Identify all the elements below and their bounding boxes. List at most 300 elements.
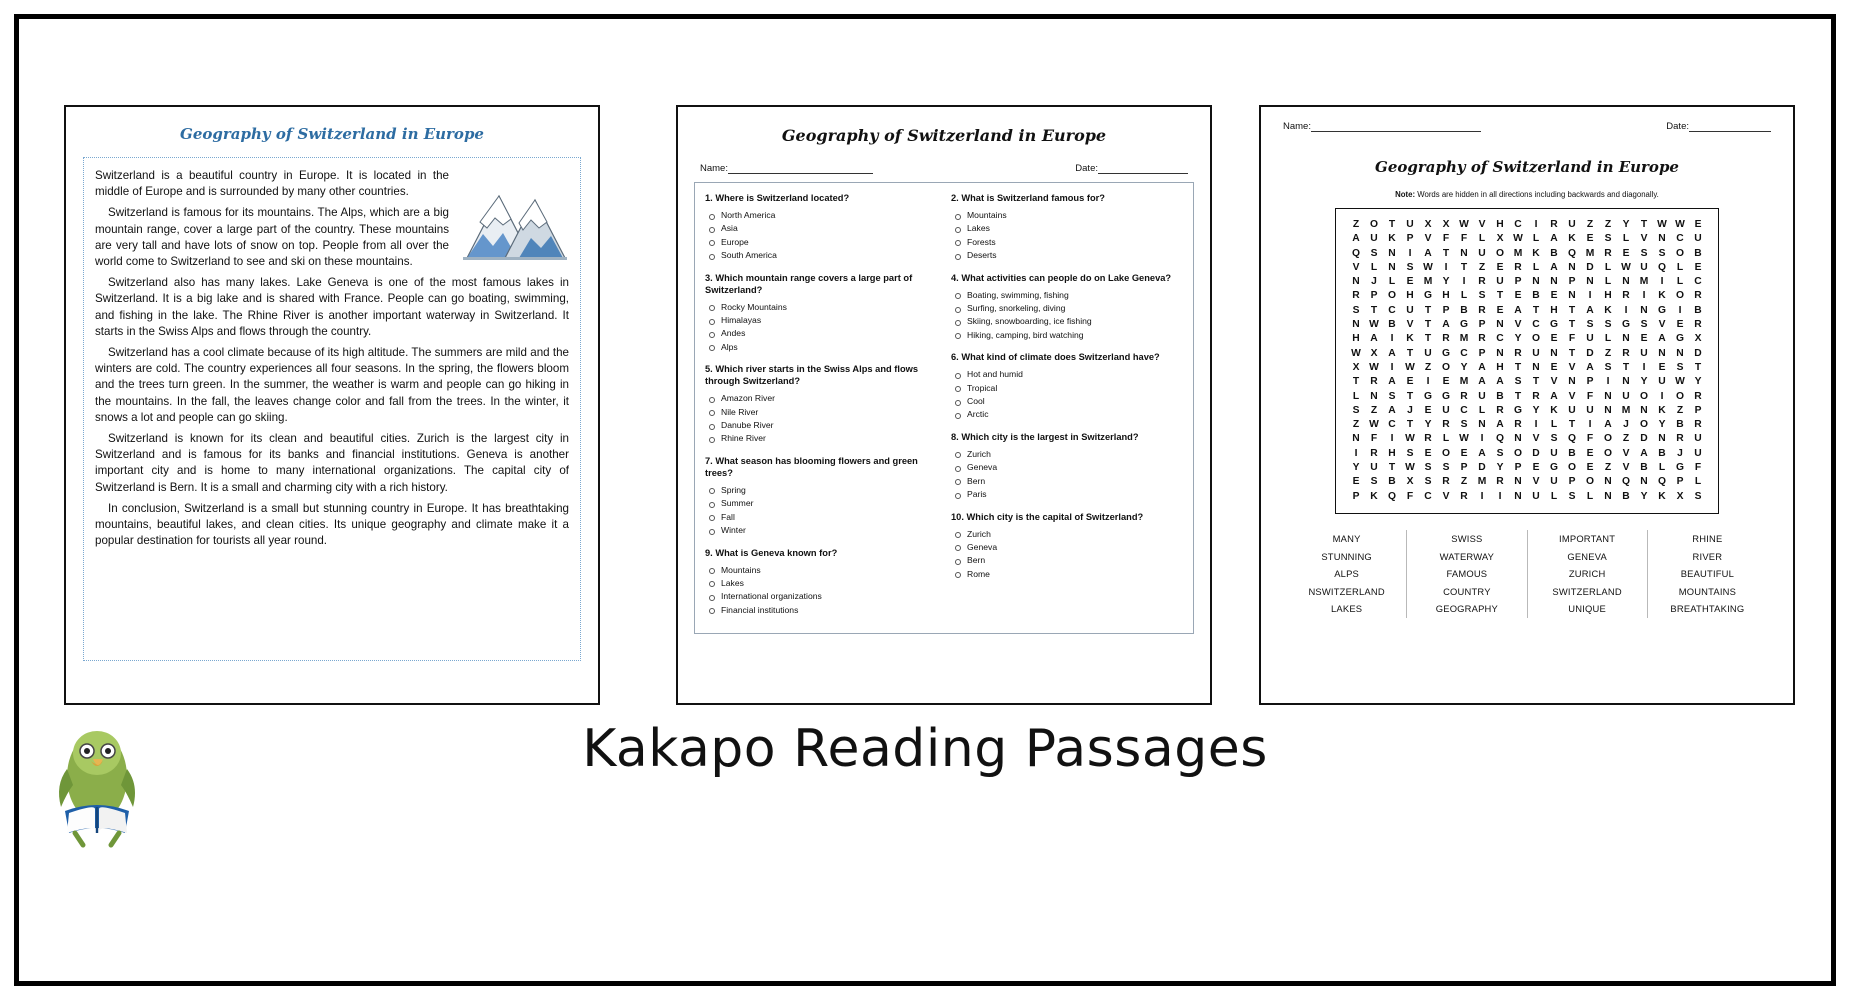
grid-letter: E	[1532, 462, 1540, 474]
grid-letter: S	[1586, 319, 1594, 331]
grid-letter: P	[1514, 462, 1522, 474]
grid-letter: N	[1496, 347, 1504, 359]
word-bank-word: RIVER	[1692, 550, 1723, 562]
grid-letter: R	[1496, 404, 1504, 416]
answer-option[interactable]: Zurich	[951, 528, 1183, 541]
grid-row	[1342, 275, 1712, 289]
grid-letter: U	[1406, 219, 1414, 230]
grid-letter: L	[1370, 261, 1378, 273]
answer-option[interactable]: Himalayas	[705, 314, 937, 327]
grid-letter: T	[1406, 390, 1414, 402]
question-item	[951, 192, 1183, 263]
grid-letter: O	[1441, 361, 1450, 373]
grid-letter: D	[1478, 462, 1486, 474]
grid-letter: N	[1388, 247, 1396, 259]
grid-letter: R	[1424, 433, 1432, 445]
grid-letter: E	[1442, 376, 1450, 388]
grid-letter: O	[1585, 476, 1594, 488]
grid-letter: V	[1478, 219, 1486, 230]
answer-option[interactable]: Asia	[705, 222, 937, 235]
grid-row	[1342, 347, 1712, 361]
answer-option[interactable]: Arctic	[951, 408, 1183, 421]
grid-letter: I	[1390, 433, 1394, 445]
grid-letter: G	[1459, 319, 1468, 331]
grid-letter: R	[1532, 390, 1540, 402]
grid-letter: N	[1514, 433, 1522, 445]
grid-row	[1342, 261, 1712, 275]
grid-letter: N	[1622, 376, 1630, 388]
questions-column-right	[951, 192, 1183, 621]
grid-letter: T	[1388, 219, 1396, 230]
grid-letter: W	[1369, 419, 1379, 431]
grid-letter: Q	[1567, 433, 1576, 445]
grid-letter: E	[1496, 304, 1504, 316]
grid-letter: V	[1532, 433, 1540, 445]
answer-option[interactable]: Nile River	[705, 406, 937, 419]
answer-option[interactable]: International organizations	[705, 590, 937, 603]
answer-option[interactable]: Bern	[951, 554, 1183, 567]
question-item	[705, 272, 937, 355]
grid-letter: Q	[1387, 490, 1396, 502]
grid-letter: A	[1388, 376, 1396, 388]
grid-letter: L	[1604, 261, 1612, 273]
answer-option[interactable]: Deserts	[951, 249, 1183, 262]
wordsearch-grid[interactable]	[1335, 208, 1719, 514]
question-text: 4. What activities can people do on Lake Geneva?	[951, 272, 1172, 283]
question-text: 3. Which mountain range covers a large part of Switzerland?	[705, 272, 913, 295]
answer-option[interactable]: Tropical	[951, 382, 1183, 395]
grid-letter: L	[1532, 233, 1540, 245]
answer-option[interactable]: North America	[705, 209, 937, 222]
grid-letter: E	[1676, 319, 1684, 331]
grid-letter: C	[1460, 347, 1468, 359]
grid-letter: P	[1694, 404, 1702, 416]
grid-letter: R	[1478, 304, 1486, 316]
answer-option[interactable]: Geneva	[951, 461, 1183, 474]
grid-letter: B	[1694, 304, 1702, 316]
answer-option[interactable]: Mountains	[951, 209, 1183, 222]
grid-letter: N	[1388, 261, 1396, 273]
answer-option[interactable]: Alps	[705, 341, 937, 354]
answer-option[interactable]: Europe	[705, 236, 937, 249]
answer-option[interactable]: Geneva	[951, 541, 1183, 554]
grid-letter: Y	[1658, 419, 1666, 431]
grid-letter: I	[1660, 276, 1664, 288]
grid-row	[1342, 447, 1712, 461]
grid-letter: L	[1622, 233, 1630, 245]
answer-option[interactable]: Lakes	[951, 222, 1183, 235]
grid-letter: C	[1424, 490, 1432, 502]
answer-option[interactable]: Andes	[705, 327, 937, 340]
grid-letter: T	[1694, 361, 1702, 373]
grid-letter: F	[1694, 462, 1702, 474]
grid-letter: R	[1676, 433, 1684, 445]
grid-letter: Y	[1352, 462, 1360, 474]
word-bank	[1287, 530, 1767, 618]
word-bank-word: COUNTRY	[1443, 585, 1491, 597]
wordsearch-note	[1261, 190, 1793, 199]
grid-letter: A	[1550, 390, 1558, 402]
grid-letter: M	[1621, 404, 1631, 416]
grid-letter: K	[1658, 404, 1666, 416]
grid-letter: M	[1513, 247, 1523, 259]
grid-letter: X	[1442, 219, 1450, 230]
grid-letter: G	[1621, 319, 1630, 331]
grid-letter: X	[1424, 219, 1432, 230]
grid-letter: A	[1478, 447, 1486, 459]
grid-letter: N	[1370, 390, 1378, 402]
grid-letter: U	[1694, 433, 1702, 445]
grid-letter: M	[1477, 476, 1487, 488]
grid-letter: C	[1532, 319, 1540, 331]
grid-letter: T	[1424, 333, 1432, 345]
grid-letter: K	[1532, 247, 1540, 259]
passage-paragraph: Switzerland is famous for its mountains. The Alps, which are a big mountain range, cover a large part of the country. These mountains are very tall and have lots of snow on top. People from all over the world come to Switzerland to see and ski on these mountains.	[95, 206, 449, 269]
grid-letter: N	[1568, 261, 1576, 273]
questions-column-left	[705, 192, 937, 621]
passage-paragraph: Switzerland also has many lakes. Lake Geneva is one of the most famous lakes in Switzerland. It is a big lake and is shared with France. People can go boating, swimming, and fishing in the lake. The Rhine River is another important waterway in Switzerland. It starts in the Swiss Alps and flows through the country.	[95, 276, 569, 338]
grid-letter: I	[1444, 261, 1448, 273]
grid-letter: N	[1568, 290, 1576, 302]
grid-letter: H	[1604, 290, 1612, 302]
grid-letter: W	[1513, 233, 1523, 245]
grid-letter: N	[1550, 276, 1558, 288]
grid-letter: A	[1586, 361, 1594, 373]
name-field[interactable]	[700, 163, 873, 174]
grid-letter: A	[1496, 376, 1504, 388]
answer-option[interactable]: Summer	[705, 497, 937, 510]
grid-letter: U	[1694, 233, 1702, 245]
grid-row	[1342, 318, 1712, 332]
grid-letter: B	[1532, 290, 1540, 302]
grid-letter: W	[1405, 361, 1415, 373]
answer-option[interactable]: Zurich	[951, 448, 1183, 461]
word-bank-word: BEAUTIFUL	[1680, 568, 1735, 580]
grid-letter: W	[1423, 261, 1433, 273]
grid-letter: U	[1442, 404, 1450, 416]
grid-letter: J	[1407, 404, 1413, 416]
answer-option[interactable]: Rhine River	[705, 432, 937, 445]
grid-letter: D	[1640, 433, 1648, 445]
grid-letter: R	[1622, 347, 1630, 359]
grid-letter: P	[1352, 490, 1360, 502]
grid-letter: T	[1622, 361, 1630, 373]
grid-letter: K	[1388, 233, 1396, 245]
grid-letter: W	[1675, 376, 1685, 388]
question-item	[705, 455, 937, 538]
grid-letter: S	[1424, 476, 1432, 488]
word-bank-word: RHINE	[1692, 532, 1723, 544]
grid-letter: E	[1694, 219, 1702, 230]
grid-letter: L	[1676, 261, 1684, 273]
note-label: Note:	[1395, 190, 1416, 199]
grid-letter: Z	[1460, 476, 1468, 488]
grid-letter: X	[1676, 490, 1684, 502]
grid-letter: E	[1586, 462, 1594, 474]
grid-letter: G	[1513, 404, 1522, 416]
grid-letter: I	[1426, 376, 1430, 388]
grid-letter: O	[1639, 390, 1648, 402]
grid-letter: L	[1478, 404, 1486, 416]
grid-letter: R	[1478, 276, 1486, 288]
grid-letter: L	[1658, 462, 1666, 474]
grid-letter: S	[1352, 304, 1360, 316]
questions-title: Geography of Switzerland in Europe	[781, 126, 1107, 145]
grid-letter: V	[1640, 233, 1648, 245]
question-item	[705, 547, 937, 618]
grid-letter: C	[1496, 333, 1504, 345]
grid-letter: U	[1406, 304, 1414, 316]
grid-letter: I	[1606, 376, 1610, 388]
grid-letter: K	[1604, 304, 1612, 316]
grid-letter: A	[1442, 319, 1450, 331]
grid-letter: T	[1568, 419, 1576, 431]
grid-letter: A	[1550, 261, 1558, 273]
date-field[interactable]	[1666, 121, 1771, 132]
grid-letter: I	[1480, 490, 1484, 502]
grid-letter: L	[1478, 233, 1486, 245]
grid-letter: S	[1658, 247, 1666, 259]
grid-letter: E	[1622, 247, 1630, 259]
grid-letter: T	[1514, 390, 1522, 402]
grid-letter: B	[1388, 319, 1396, 331]
grid-row	[1342, 332, 1712, 346]
grid-letter: E	[1406, 376, 1414, 388]
grid-letter: Q	[1351, 247, 1360, 259]
grid-letter: N	[1676, 347, 1684, 359]
grid-letter: D	[1532, 447, 1540, 459]
grid-letter: E	[1460, 447, 1468, 459]
grid-letter: L	[1352, 390, 1360, 402]
grid-letter: R	[1496, 476, 1504, 488]
wordsearch-worksheet	[1259, 105, 1795, 705]
grid-letter: N	[1640, 476, 1648, 488]
name-input-line[interactable]	[728, 164, 873, 174]
grid-letter: V	[1442, 490, 1450, 502]
grid-letter: A	[1352, 233, 1360, 245]
grid-letter: U	[1658, 376, 1666, 388]
grid-letter: I	[1390, 333, 1394, 345]
grid-letter: T	[1352, 376, 1360, 388]
grid-letter: O	[1603, 433, 1612, 445]
grid-letter: U	[1586, 333, 1594, 345]
grid-letter: D	[1694, 347, 1702, 359]
answer-option[interactable]: Paris	[951, 488, 1183, 501]
passage-title: Geography of Switzerland in Europe	[180, 125, 484, 143]
grid-letter: S	[1424, 462, 1432, 474]
grid-letter: Q	[1621, 476, 1630, 488]
grid-letter: V	[1658, 319, 1666, 331]
grid-letter: O	[1603, 447, 1612, 459]
word-bank-word: GENEVA	[1567, 550, 1607, 562]
grid-letter: Z	[1604, 219, 1612, 230]
grid-letter: W	[1459, 433, 1469, 445]
grid-letter: N	[1604, 404, 1612, 416]
grid-letter: B	[1640, 462, 1648, 474]
grid-letter: J	[1623, 419, 1629, 431]
grid-letter: N	[1568, 376, 1576, 388]
passage-text-box	[83, 157, 581, 661]
date-field[interactable]	[1075, 163, 1188, 174]
grid-letter: Y	[1532, 404, 1540, 416]
grid-letter: E	[1586, 447, 1594, 459]
grid-letter: P	[1514, 276, 1522, 288]
grid-letter: R	[1370, 376, 1378, 388]
answer-option[interactable]: Lakes	[705, 577, 937, 590]
grid-letter: N	[1514, 476, 1522, 488]
answer-option[interactable]: Mountains	[705, 564, 937, 577]
grid-letter: V	[1532, 476, 1540, 488]
grid-letter: V	[1622, 447, 1630, 459]
grid-letter: R	[1442, 476, 1450, 488]
grid-letter: T	[1460, 261, 1468, 273]
grid-letter: B	[1694, 247, 1702, 259]
grid-letter: W	[1405, 462, 1415, 474]
answer-option[interactable]: Skiing, snowboarding, ice fishing	[951, 315, 1183, 328]
grid-letter: B	[1496, 390, 1504, 402]
grid-row	[1342, 475, 1712, 489]
grid-letter: S	[1676, 361, 1684, 373]
grid-letter: O	[1513, 447, 1522, 459]
answer-option[interactable]: Rocky Mountains	[705, 301, 937, 314]
grid-letter: U	[1496, 276, 1504, 288]
grid-letter: A	[1640, 447, 1648, 459]
grid-letter: V	[1424, 233, 1432, 245]
grid-letter: G	[1549, 462, 1558, 474]
answer-option[interactable]: Amazon River	[705, 392, 937, 405]
grid-letter: U	[1640, 261, 1648, 273]
name-input-line[interactable]	[1311, 122, 1481, 132]
grid-letter: S	[1568, 490, 1576, 502]
grid-letter: H	[1352, 333, 1360, 345]
grid-letter: J	[1677, 447, 1683, 459]
date-input-line[interactable]	[1098, 164, 1188, 174]
grid-letter: M	[1459, 376, 1469, 388]
question-item	[951, 351, 1183, 422]
answer-option[interactable]: Hot and humid	[951, 368, 1183, 381]
grid-letter: L	[1442, 433, 1450, 445]
grid-letter: B	[1388, 476, 1396, 488]
grid-letter: V	[1622, 462, 1630, 474]
grid-letter: T	[1514, 361, 1522, 373]
grid-row	[1342, 432, 1712, 446]
grid-letter: H	[1406, 290, 1414, 302]
poster-frame	[14, 14, 1836, 986]
passage-paragraph: Switzerland is a beautiful country in Europe. It is located in the middle of Europe and is surrounded by many other countries.	[95, 169, 449, 199]
answer-option[interactable]: Fall	[705, 511, 937, 524]
grid-letter: Q	[1657, 476, 1666, 488]
answer-option[interactable]: South America	[705, 249, 937, 262]
grid-letter: Y	[1496, 462, 1504, 474]
grid-letter: O	[1495, 247, 1504, 259]
questions-worksheet	[676, 105, 1212, 705]
answer-option[interactable]: Danube River	[705, 419, 937, 432]
grid-letter: S	[1604, 361, 1612, 373]
grid-letter: Y	[1622, 219, 1630, 230]
grid-letter: T	[1568, 304, 1576, 316]
grid-letter: H	[1496, 361, 1504, 373]
grid-letter: N	[1352, 433, 1360, 445]
answer-option[interactable]: Rome	[951, 568, 1183, 581]
grid-letter: T	[1640, 219, 1648, 230]
answer-option[interactable]: Surfing, snorkeling, diving	[951, 302, 1183, 315]
grid-letter: X	[1352, 361, 1360, 373]
grid-letter: K	[1658, 290, 1666, 302]
grid-letter: G	[1657, 304, 1666, 316]
grid-letter: A	[1496, 419, 1504, 431]
grid-letter: K	[1550, 404, 1558, 416]
grid-letter: A	[1514, 304, 1522, 316]
answer-option[interactable]: Hiking, camping, bird watching	[951, 329, 1183, 342]
grid-letter: X	[1694, 333, 1702, 345]
grid-row	[1342, 390, 1712, 404]
grid-letter: C	[1514, 219, 1522, 230]
grid-letter: N	[1352, 276, 1360, 288]
grid-row	[1342, 418, 1712, 432]
grid-letter: E	[1550, 333, 1558, 345]
grid-letter: B	[1568, 447, 1576, 459]
question-text: 8. Which city is the largest in Switzerland?	[951, 431, 1139, 442]
grid-letter: Y	[1640, 490, 1648, 502]
grid-letter: P	[1676, 476, 1684, 488]
grid-letter: P	[1568, 476, 1576, 488]
grid-letter: H	[1550, 304, 1558, 316]
grid-letter: W	[1369, 319, 1379, 331]
grid-letter: P	[1460, 462, 1468, 474]
grid-letter: P	[1442, 304, 1450, 316]
answer-option[interactable]: Winter	[705, 524, 937, 537]
grid-row	[1342, 289, 1712, 303]
question-text: 1. Where is Switzerland located?	[705, 193, 850, 203]
grid-letter: N	[1352, 319, 1360, 331]
grid-letter: W	[1675, 219, 1685, 230]
grid-row	[1342, 461, 1712, 475]
word-bank-word: FAMOUS	[1446, 568, 1488, 580]
grid-letter: V	[1352, 261, 1360, 273]
grid-letter: T	[1568, 347, 1576, 359]
question-text: 9. What is Geneva known for?	[705, 547, 838, 558]
grid-letter: Z	[1622, 433, 1630, 445]
word-bank-word: UNIQUE	[1568, 603, 1606, 615]
grid-letter: R	[1514, 347, 1522, 359]
grid-letter: Q	[1657, 261, 1666, 273]
date-input-line[interactable]	[1689, 122, 1771, 132]
grid-letter: Y	[1424, 419, 1432, 431]
answer-option[interactable]: Boating, swimming, fishing	[951, 289, 1183, 302]
answer-option[interactable]: Cool	[951, 395, 1183, 408]
answer-option[interactable]: Forests	[951, 236, 1183, 249]
grid-letter: A	[1370, 333, 1378, 345]
answer-option[interactable]: Financial institutions	[705, 604, 937, 617]
word-bank-column	[1527, 530, 1647, 618]
grid-letter: W	[1369, 361, 1379, 373]
answer-option[interactable]: Spring	[705, 484, 937, 497]
grid-letter: L	[1460, 290, 1468, 302]
grid-letter: K	[1568, 233, 1576, 245]
grid-row	[1342, 375, 1712, 389]
answer-option[interactable]: Bern	[951, 475, 1183, 488]
grid-letter: R	[1352, 290, 1360, 302]
grid-letter: V	[1568, 390, 1576, 402]
name-field[interactable]	[1283, 121, 1481, 132]
grid-letter: W	[1405, 433, 1415, 445]
grid-letter: U	[1694, 447, 1702, 459]
word-bank-word: ZURICH	[1568, 568, 1606, 580]
passage-paragraph: Switzerland has a cool climate because of its high altitude. The summers are mild and the winters are cold. The country experiences all four seasons. In the spring, the flowers bloom and the trees turn green. In the summer, the weather is warm and people can go hiking in the mountains. In the fall, the leaves change color and fall from the trees. In the winter, it snows a lot and people can go skiing.	[95, 346, 569, 424]
grid-letter: F	[1460, 233, 1468, 245]
grid-row	[1342, 361, 1712, 375]
grid-letter: I	[1678, 304, 1682, 316]
